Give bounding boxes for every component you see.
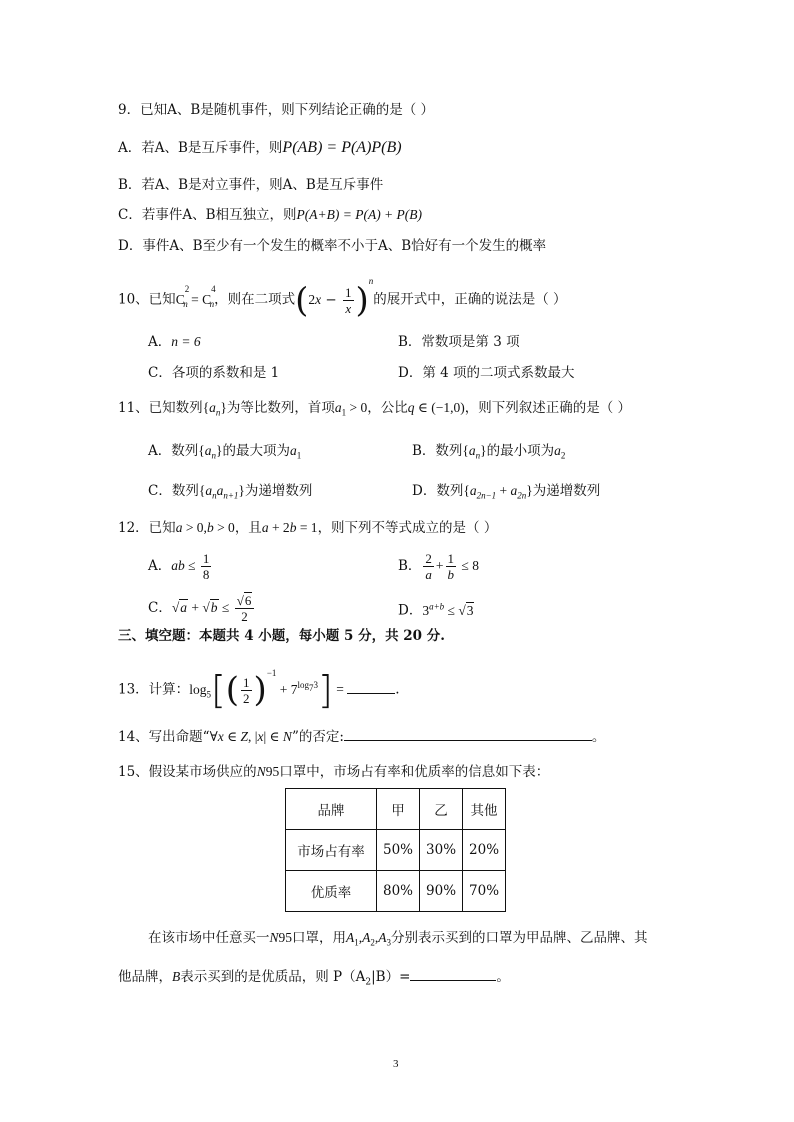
- table-cell: 优质率: [286, 871, 377, 912]
- q12-option-c: C．√a + √b ≤ $\frac{√6}{2}$: [148, 590, 256, 626]
- q15-line2-mid: 表示买到的是优质品，则 P（A: [180, 969, 366, 985]
- q10-mid: ，则在二项式: [214, 291, 296, 308]
- q15-line1-pre: 在该市场中任意买一: [148, 930, 270, 946]
- q13-prefix: 13．计算：: [118, 681, 190, 698]
- page-number: 3: [393, 1058, 399, 1070]
- q15-stem: 15、假设某市场供应的N95口罩中，市场占有率和优质率的信息如下表：: [118, 764, 550, 780]
- section-heading: 三、填空题：本题共 4 小题，每小题 5 分，共 20 分.: [118, 628, 445, 644]
- q15-line2-sub: 2: [365, 977, 372, 988]
- table-cell: 市场占有率: [286, 830, 377, 871]
- q11-a-suf: 的最大项为: [222, 443, 290, 459]
- table-header-row: [286, 789, 506, 830]
- q15-line2-bar: |B）=: [371, 969, 411, 985]
- q15-stem-suf: 口罩中，市场占有率和优质率的信息如下表：: [279, 764, 550, 780]
- q9-option-b: B．若A、B是对立事件，则A、B是互斥事件: [118, 177, 384, 193]
- q15-line1: 在该市场中任意买一N95口罩，用$A_1,A_2,A_3$分别表示买到的口罩为甲品牌、乙品牌、其: [148, 930, 648, 948]
- q11-option-d: D．数列$\{a_{2n-1} + a_{2n}\}$为递增数列: [412, 483, 601, 501]
- q13-suffix: .: [395, 681, 400, 698]
- table-cell: 90%: [420, 871, 463, 912]
- q11-c-suf: 为递增数列: [244, 483, 313, 499]
- q11-a-pre: A．数列: [148, 443, 199, 459]
- q15-line1-suf: 分别表示买到的口罩为甲品牌、乙品牌、其: [391, 930, 648, 946]
- q11-b-pre: B．数列: [412, 443, 463, 459]
- q12-option-b: B． $\frac{2}{a}$ + $\frac{1}{b}$ ≤ 8: [398, 551, 479, 582]
- q9-option-a: [118, 138, 402, 158]
- q10-suffix: 的展开式中，正确的说法是（ ）: [373, 291, 567, 308]
- q11-mid2: ，公比: [367, 400, 408, 416]
- q9-option-a-text: A．若A、B是互斥事件，则: [118, 140, 283, 156]
- q10-stem: [118, 272, 567, 327]
- q15-line2: 他品牌，B表示买到的是优质品，则 $P(A_2|B)=$ 。: [118, 966, 510, 993]
- q10-prefix: 10、已知: [118, 291, 176, 308]
- q10-option-c: C．各项的系数和是 1: [148, 365, 280, 381]
- q9-option-c: [118, 205, 422, 225]
- q9-stem: 9．已知A、B是随机事件，则下列结论正确的是（ ）: [118, 102, 435, 118]
- q10-option-d: D．第 4 项的二项式系数最大: [398, 365, 575, 381]
- q9-option-a-formula: P(AB) = P(A)P(B): [282, 139, 402, 156]
- q9-option-c-text: C．若事件A、B相互独立，则: [118, 207, 297, 223]
- q14-prefix: 14、写出命题“: [118, 729, 210, 745]
- table-cell: 70%: [463, 871, 506, 912]
- q10-option-a: [148, 332, 201, 352]
- q13-stem: 13．计算：$\log_5$[( $\frac{1}{2}$ )$^{-1} + 7^{log_73}$] = .: [118, 668, 400, 712]
- q10-binomial: (2x − $\frac{1}{x}$ )$^n$: [295, 276, 374, 320]
- q12-a-label: A．: [148, 558, 172, 574]
- q15-line1-mid: 口罩，用: [292, 930, 347, 946]
- q14-end: 。: [591, 729, 606, 745]
- q11-d-suf: 为递增数列: [532, 483, 601, 499]
- q11-c-pre: C．数列: [148, 483, 199, 499]
- q15-stem-pre: 15、假设某市场供应的: [118, 764, 257, 780]
- q11-stem: 11、已知数列$\{a_n\}$为等比数列，首项$a_1 > 0$，公比q ∈ (−1,0)，则下列叙述正确的是（ ）: [118, 400, 632, 418]
- q14-stem: 14、写出命题“∀x ∈ Z, |x| ∈ N”的否定: 。: [118, 726, 605, 747]
- q11-mid1: 为等比数列，首项: [226, 400, 335, 416]
- q10-option-a-label: A．: [148, 334, 172, 350]
- table-header-cell: 其他: [463, 789, 506, 830]
- table-header-cell: 乙: [420, 789, 463, 830]
- q9-option-c-formula: P(A+B) = P(A) + P(B): [296, 207, 423, 222]
- q15-table: [285, 788, 506, 912]
- q12-option-a: A．ab ≤ $\frac{1}{8}$: [148, 551, 210, 582]
- q15-line2-pre: 他品牌，: [118, 969, 172, 985]
- q12-stem: 12．已知a > 0,b > 0，且a + 2b = 1，则下列不等式成立的是（ ）: [118, 520, 498, 536]
- q9-option-d: D．事件A、B至少有一个发生的概率不小于A、B恰好有一个发生的概率: [118, 238, 547, 254]
- q10-option-a-math: n = 6: [171, 334, 201, 349]
- q10-condition: $C^2_n = C^4_n$: [175, 284, 216, 310]
- q11-option-b: B．数列$\{a_n\}$的最小项为$a_2$: [412, 443, 566, 461]
- q14-answer-blank[interactable]: [344, 726, 592, 741]
- q11-option-c: C．数列$\{a_na_{n+1}\}$为递增数列: [148, 483, 313, 501]
- q11-prefix: 11、已知数列: [118, 400, 203, 416]
- q15-line2-end: 。: [496, 969, 510, 985]
- table-row: [286, 871, 506, 912]
- table-header-cell: 品牌: [286, 789, 377, 830]
- q11-d-pre: D．数列: [412, 483, 464, 499]
- q14-suffix: ”的否定:: [291, 729, 344, 745]
- q12-c-label: C．: [148, 600, 172, 616]
- table-cell: 80%: [377, 871, 420, 912]
- table-row: [286, 830, 506, 871]
- table-cell: 50%: [377, 830, 420, 871]
- q12-b-label: B．: [398, 558, 422, 574]
- table-cell: 20%: [463, 830, 506, 871]
- q12-suffix: ，则下列不等式成立的是（ ）: [317, 520, 498, 536]
- q11-b-suf: 的最小项为: [486, 443, 555, 459]
- q12-option-d: D．$3^{a+b} \le √3$: [398, 601, 474, 619]
- q12-prefix: 12．已知: [118, 520, 176, 536]
- q11-suffix: ，则下列叙述正确的是（ ）: [464, 400, 632, 416]
- q13-answer-blank[interactable]: [347, 679, 395, 694]
- q10-option-b: B．常数项是第 3 项: [398, 334, 520, 350]
- q12-d-label: D．: [398, 602, 423, 619]
- table-cell: 30%: [420, 830, 463, 871]
- q11-option-a: A．数列$\{a_n\}$的最大项为$a_1$: [148, 443, 302, 461]
- q12-mid: ，且: [234, 520, 262, 536]
- q15-answer-blank[interactable]: [410, 966, 496, 981]
- table-header-cell: 甲: [377, 789, 420, 830]
